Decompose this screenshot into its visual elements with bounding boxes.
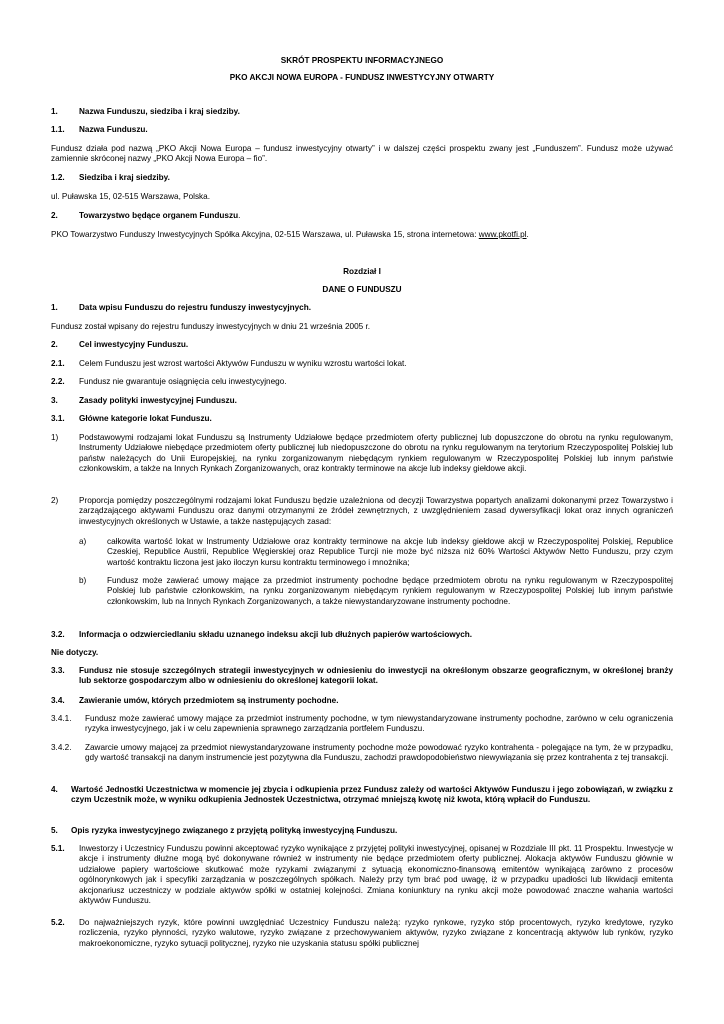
registry-paragraph: Fundusz został wpisany do rejestru funduszy inwestycyjnych w dniu 21 września 2005 r. <box>51 322 371 331</box>
website-link[interactable]: www.pkotfi.pl <box>478 230 527 239</box>
not-applicable: Nie dotyczy. <box>51 648 99 657</box>
document-title: SKRÓT PROSPEKTU INFORMACYJNEGO <box>280 56 444 65</box>
fund-name-title: PKO AKCJI NOWA EUROPA - FUNDUSZ INWESTYCYJNY OTWARTY <box>229 73 495 82</box>
chapter-label: Rozdział I <box>343 267 381 276</box>
chapter-title: DANE O FUNDUSZU <box>322 285 402 294</box>
seat-address: ul. Puławska 15, 02-515 Warszawa, Polska. <box>51 192 210 201</box>
fund-name-paragraph: Fundusz działa pod nazwą „PKO Akcji Nowa Europa – fundusz inwestycyjny otwarty” i w dalszej części prospektu zwany jest „Funduszem”. Fundusz może używać zamiennie skróconej nazwy „PKO Akcji Nowa Europa – fio”. <box>51 144 673 164</box>
company-paragraph: PKO Towarzystwo Funduszy Inwestycyjnych Spółka Akcyjna, 02-515 Warszawa, ul. Puławska 15, strona internetowa: www.pkotfi.pl. <box>51 230 529 239</box>
